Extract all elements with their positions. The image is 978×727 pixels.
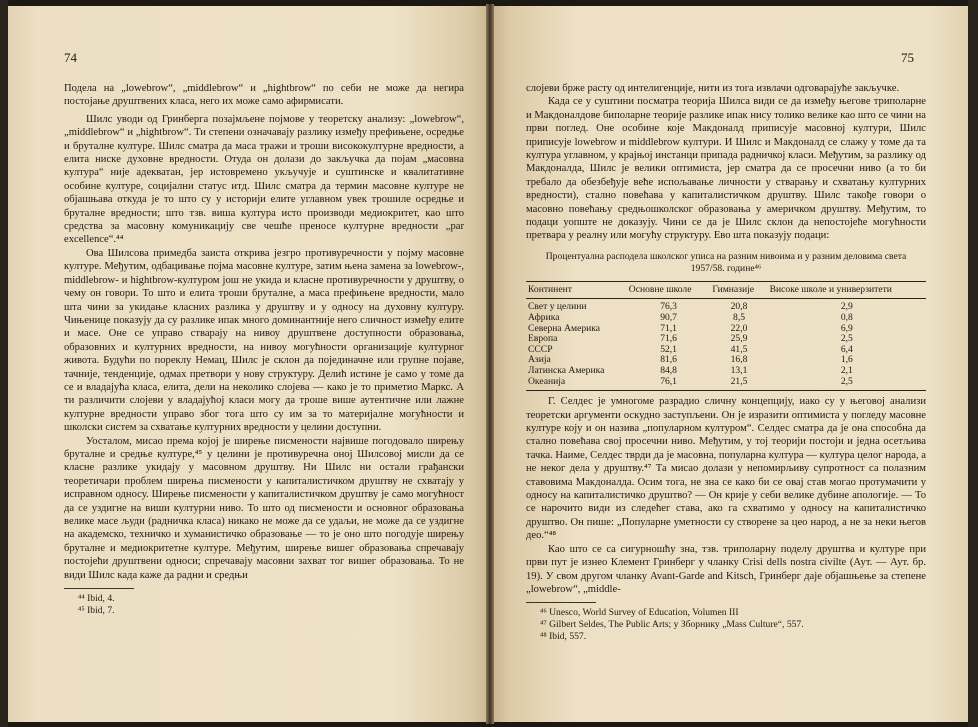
footnote: ⁴⁸ Ibid, 557.	[540, 631, 587, 643]
paragraph: Уосталом, мисао према којој је ширење писмености највише погодовало ширењу бруталне и средње културе,⁴⁵ у целини је противуречна оној Шилсовој мисли да се класне разлике укидају у масовном друштву. Ни Шилс ни остали грађански теоретичари проблем ширења писмености у капиталистичком друштву не схватају у исправном односу. Ширење писмености у капиталистичком друштву је само могућност да се уздигне на виши културни ниво. То што од писмености и основног образовања велике масе људи (радничка класа) никако не може да се удаљи, не може да се уздигне на академско, техничко и хуманистичко образовање — то је оно што погодује ширењу бруталне и медиокритетне културе. Међутим, ширење вишег образовања спречавају постојећи друштвени односи; спречавају масовни захват тог вишег образовања. То не види Шилс када каже да радни и средњи	[64, 435, 464, 581]
table-row	[526, 377, 926, 391]
paragraph: Шилс уводи од Гринберга позајмљене појмове у теоретску анализу: „lowebrow“, „middlebrow“ и „hightbrow“. Ти степени означавају разлику између префињене, осредње и бруталне културе. Шилс сматра да маса тражи и троши висококултурне вредности, а елита нискe духовне вредности. Отуда он долази до закључка да појам „масовна култура“ није адекватан, јер истовремено укључује и суштинске и квалитативне особине културе, социјални статус итд. Шилс сматра да термин масовне културе не објашњава откуда је то што су у историји елите углавном увек трошиле осредње и бруталне вредности; што тзв. виша култура исто производи медиокритет, као што средства за масовну комуникацију све чешће преносе културне вредности „par excellence“.⁴⁴	[64, 113, 464, 246]
table-cell: Европа	[528, 333, 558, 345]
left-page	[8, 6, 490, 722]
table-cell: 84,8	[660, 365, 677, 377]
paragraph: Ова Шилсова примедба заиста открива језгро противуречности у појму масовне културе. Међутим, одбацивање појма масовне културе, затим њена замена за lowebrow-, middlebrow- и hightbrow-културом још не укида и класне противуречности у друштву, о чему он говори. То што и елита троши бруталне, а маса префињене вредности, мало шта чини за укидање класних разлика у друштву и у односу на духовну културу. Чињенице показују да су разлике ипак много доминантније него сличност између елите и масе. Оне се управо стварају на нивоу друштвене доступности образовања, образовних и културних вредности, на нивоу могућности организације културног живота. Будући по пореклу Немац, Шилс је склон да појединачне или групне појаве, тачније, тенденције, одмах претвори у нову структуру. Делић истине је само у томе да се и владајућа класа, елита, дели на неколико слојева — како је то приметио Маркс. А ти различити слојеви у владајућој класи могу да троше више аутентичне или лажне културне вредности управо због тога што су им за то материјалне могућности и школски систем за схватање културних вредности у целини доступни.	[64, 247, 464, 434]
background-edge-left	[0, 0, 8, 727]
table-cell: 8,5	[733, 312, 746, 324]
table-cell: СССР	[528, 343, 553, 355]
paragraph: Као што се са сигурношћу зна, тзв. триполарну поделу друштва и културе при први пут је изнео Клемент Гринберг у чланку Crisi dells nostra civilte (Аут. — Аут. бр. 19). У свом другом чланку Avant-Garde and Kitsch, Гринберг даје објашњење за степене „lowebrow“, „middle-	[526, 543, 926, 595]
table-cell: 21,5	[710, 377, 767, 391]
table-row	[526, 334, 926, 345]
table-cell: Латинска Америка	[528, 365, 605, 377]
table-cell: Океанија	[526, 377, 627, 391]
footnote-rule	[526, 602, 596, 603]
book-gutter	[486, 4, 494, 724]
right-page	[490, 6, 968, 722]
table-cell: 2,5	[840, 333, 853, 345]
table-cell: 6,4	[840, 343, 853, 355]
left-page-body	[64, 82, 464, 617]
footnote: ⁴⁷ Gilbert Seldes, The Public Arts; у Зборнику „Mass Culture“, 557.	[540, 619, 804, 631]
table-cell: 41,5	[730, 343, 748, 355]
table-cell: 22,0	[730, 322, 748, 334]
table-cell: 76,3	[660, 301, 677, 313]
table-row	[526, 366, 926, 377]
column-header: Континент	[526, 281, 627, 299]
table-cell: Северна Америка	[528, 322, 601, 334]
table-cell: 1,6	[840, 354, 853, 366]
table-row	[526, 345, 926, 356]
table-cell: 90,7	[660, 312, 677, 324]
right-page-body	[526, 82, 926, 643]
table-cell: 2,9	[840, 301, 853, 313]
paragraph: Подела на „lowebrow“, „middlebrow“ и „hightbrow“ по себи не може да негира постојање друштвених класа, него их може само афирмисати.	[64, 83, 464, 108]
table-cell: 16,8	[730, 354, 748, 366]
table-cell: 0,8	[840, 312, 853, 324]
paragraph: слојеви брже расту од интелигенције, нити из тога извлачи одговарајуће закључке.	[526, 83, 900, 94]
paragraph: Г. Селдес је умногоме разрадио сличну концепцију, иако су у његовој анализи теоретски аргументи оскудно заступљени. Он је изразити оптимиста у погледу масовне културе коју и он назива „популарном културом“. Селдес сматра да је она способна да стално повећава свој просечни ниво. Међутим, у тој теорији постоји и једна осетљива тачка. Наиме, Селдес тврди да је масовна, популарна култура — култура целог народа, а не неког дела у друштву.⁴⁷ Та мисао долази у непомирљиву супротност са полазним ставовима Макдоналда. Осим тога, не зна се како би се овај став могао протумачити у односу на капиталистичко друштво? — Он крије у себи велике дубине апологије. — То се нарочито види из следећег става, ако га схватимо у односу на капиталистичко друштво. Он пише: „Популарне уметности су створене за цео народ, а не за неки његов део.“⁴⁸	[526, 396, 926, 542]
table-cell: Азија	[528, 354, 551, 366]
enrollment-table	[526, 281, 926, 391]
table-cell: 6,9	[840, 322, 853, 334]
footnote: ⁴⁵ Ibid, 7.	[78, 605, 115, 617]
column-header: Основне школе	[627, 281, 711, 299]
table-row	[526, 299, 926, 313]
column-header: Високе школе и универзитети	[768, 281, 926, 299]
table-cell: 52,1	[660, 343, 677, 355]
table-cell: 2,1	[840, 365, 853, 377]
table-title: Процентуална расподела школског уписа на разним нивоима и у разним деловима света 1957/58. године⁴⁶	[545, 250, 907, 274]
background-edge-right	[968, 0, 978, 727]
page-number: 74	[64, 50, 77, 65]
footnote-rule	[64, 588, 134, 589]
table-row	[526, 324, 926, 335]
table-cell: 25,9	[730, 333, 748, 345]
paragraph: Када се у суштини посматра теорија Шилса види се да између његове триполарне и Макдоналдове биполарне теорије разлике ипак нису толико велике као што се чини на први поглед. Оне особине које Макдоналд приписује масовној култури, Шилс приписује lowebrow и middlebrow култури. И Шилс и Макдоналд се слажу у томе да та култура углавном, у крајњој инстанци припада радничкој класи. Међутим, за разлику од Макдоналда, Шилс је велики оптимиста, јер сматра да се просечни ниво (а то би требало да обезбеђује веће испољавање личности у стварању и схватању културних вредности), стално повећава у капиталистичком друштву. Шилс такође говори о масовно повећању средњошколског образовања у америчком друштву. Међутим, то подаци уопште не доказују. Чини се да је Шилс склон да непостојеће могућности претвара у реалну или могућу структуру. Ево шта показују подаци:	[526, 96, 926, 242]
table-cell: 76,1	[627, 377, 711, 391]
page-number: 75	[901, 50, 914, 65]
footnote: ⁴⁴ Ibid, 4.	[78, 593, 115, 605]
column-header: Гимназије	[710, 281, 767, 299]
table-cell: 71,1	[660, 322, 677, 334]
table-cell: 81,6	[660, 354, 677, 366]
table-cell: 13,1	[730, 365, 748, 377]
footnote: ⁴⁶ Unesco, World Survey of Education, Volumen III	[540, 607, 739, 619]
table-cell: Свет у целини	[528, 301, 587, 313]
table-cell: 2,5	[768, 377, 926, 391]
table-cell: Африка	[528, 312, 560, 324]
table-cell: 71,6	[660, 333, 677, 345]
table-body	[526, 299, 926, 391]
table-cell: 20,8	[730, 301, 748, 313]
table-header-row	[526, 281, 926, 299]
